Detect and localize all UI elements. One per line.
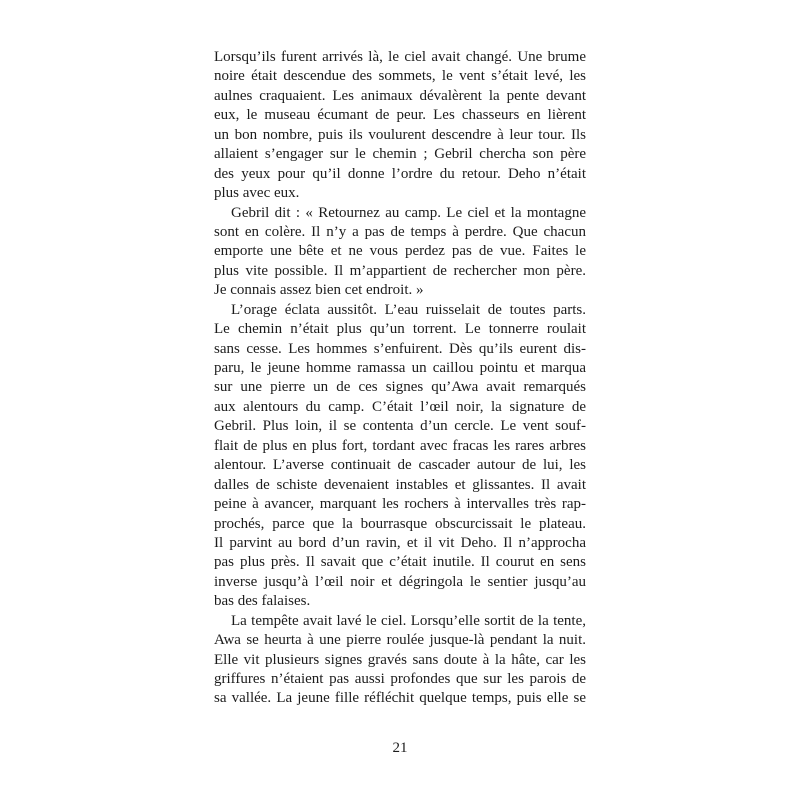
text-line: sont en colère. Il n’y a pas de temps à perdre. Que chacun <box>214 223 586 240</box>
text-line: Gebril. Plus loin, il se contenta d’un cercle. Le vent souf- <box>214 418 586 435</box>
text-line: Elle vit plusieurs signes gravés sans doute à la hâte, car les <box>214 651 586 668</box>
text-line: eux, le museau écumant de peur. Les chasseurs en lièrent <box>214 107 586 124</box>
paragraph <box>214 612 586 709</box>
text-line: sans cesse. Les hommes s’enfuirent. Dès qu’ils eurent dis- <box>214 340 586 357</box>
paragraph <box>214 301 586 612</box>
body-text <box>214 48 586 709</box>
text-line: aulnes craquaient. Les animaux dévalèrent la pente devant <box>214 87 586 104</box>
text-line: aux alentours du camp. C’était l’œil noir, la signature de <box>214 398 586 415</box>
text-line: paru, le jeune homme ramassa un caillou pointu et marqua <box>214 360 586 376</box>
text-line: L’orage éclata aussitôt. L’eau ruisselait de toutes parts. <box>231 301 586 318</box>
text-line: noire était descendue des sommets, le vent s’était levé, les <box>214 68 586 85</box>
text-line: flait de plus en plus fort, tordant avec fracas les rares arbres <box>214 437 586 454</box>
text-line: griffures n’étaient pas aussi profondes que sur les parois de <box>214 671 586 687</box>
text-line: plus vite possible. Il m’appartient de rechercher mon père. <box>214 262 586 279</box>
text-line: Awa se heurta à une pierre roulée jusque-là pendant la nuit. <box>214 632 586 649</box>
text-line: sur une pierre un de ces signes qu’Awa avait remarqués <box>214 379 586 396</box>
text-line: sa vallée. La jeune fille réfléchit quelque temps, puis elle se <box>214 690 586 707</box>
text-line: Lorsqu’ils furent arrivés là, le ciel avait changé. Une brume <box>214 49 586 65</box>
text-line: Il parvint au bord d’un ravin, et il vit Deho. Il n’approcha <box>214 534 586 551</box>
paragraph <box>214 204 586 301</box>
text-line: emporte une bête et ne vous perdez pas de vue. Faites le <box>214 243 586 260</box>
text-line: des yeux pour qu’il donne l’ordre du retour. Deho n’était <box>214 165 586 182</box>
text-line: Je connais assez bien cet endroit. » <box>214 282 424 299</box>
text-line: alentour. L’averse continuait de cascader autour de lui, les <box>214 457 586 474</box>
paragraph <box>214 48 586 204</box>
text-line: Le chemin n’était plus qu’un torrent. Le tonnerre roulait <box>214 321 586 338</box>
text-line: inverse jusqu’à l’œil noir et dégringola le sentier jusqu’au <box>214 573 586 590</box>
text-line: pas plus près. Il savait que c’était inutile. Il courut en sens <box>214 554 586 571</box>
text-line: allaient s’engager sur le chemin ; Gebril chercha son père <box>214 146 586 163</box>
text-line: peine à avancer, marquant les rochers à intervalles très rap- <box>214 496 586 513</box>
text-line: plus avec eux. <box>214 185 300 202</box>
text-line: La tempête avait lavé le ciel. Lorsqu’elle sortit de la tente, <box>231 612 586 629</box>
text-line: dalles de schiste devenaient instables et glissantes. Il avait <box>214 476 586 493</box>
text-line: Gebril dit : « Retournez au camp. Le ciel et la montagne <box>231 204 586 221</box>
text-line: un bon nombre, puis ils voulurent descendre à leur tour. Ils <box>214 126 586 143</box>
text-line: prochés, parce que la bourrasque obscurcissait le plateau. <box>214 515 586 532</box>
text-line: bas des falaises. <box>214 593 311 610</box>
page-number: 21 <box>392 740 408 756</box>
